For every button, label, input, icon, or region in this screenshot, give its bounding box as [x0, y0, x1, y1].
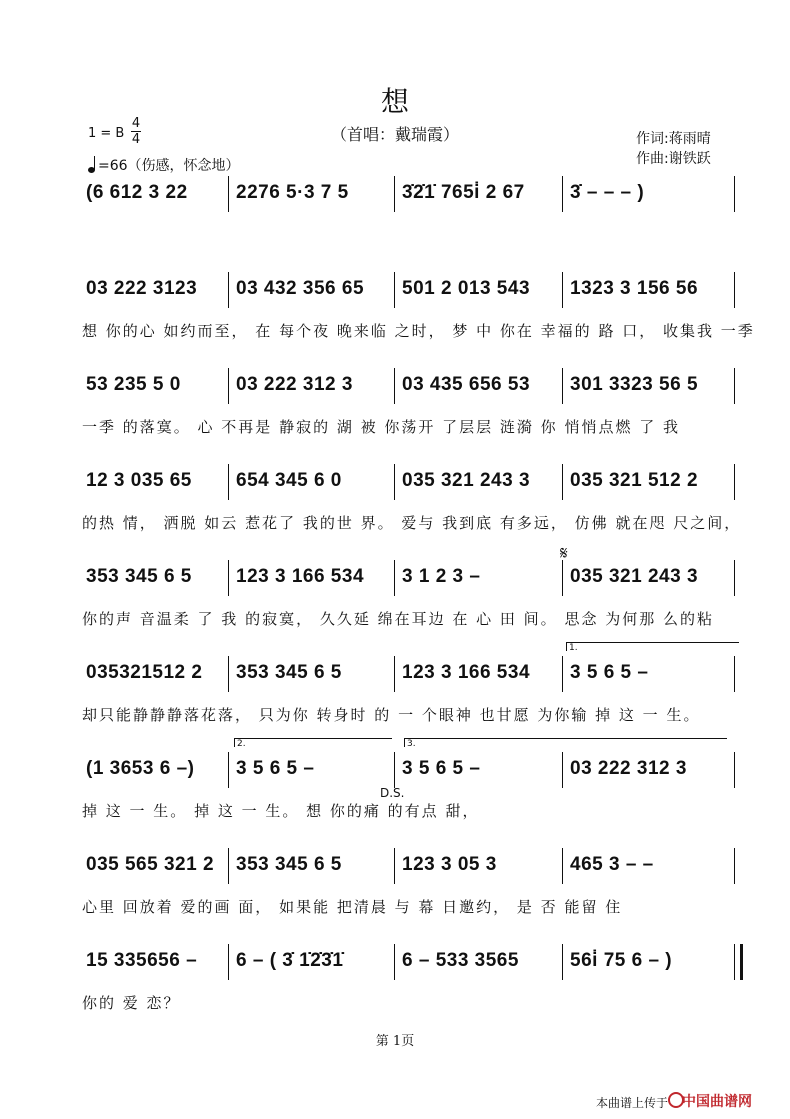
lyric-line: 想 你的心 如约而至， 在 每个夜 晚来临 之时， 梦 中 你在 幸福的 路 口， 收集我 一季: [82, 322, 755, 340]
measure: 3̇ – – – ): [570, 182, 645, 203]
bar-line: [734, 848, 735, 884]
bar-line: [394, 176, 395, 212]
tempo-text: =66（伤感，怀念地）: [98, 158, 240, 174]
measure: 035 321 243 3: [570, 566, 699, 587]
time-sig-top: 4: [131, 116, 141, 131]
key-signature: 1 = B: [88, 126, 125, 141]
bar-line: [562, 752, 563, 788]
tempo-marking: [88, 155, 240, 175]
lyric-line: 你的 爱 恋？: [82, 994, 181, 1012]
lyric-line: 一季 的落寞。 心 不再是 静寂的 湖 被 你荡开 了层层 涟漪 你 悄悄点燃 了 我: [82, 418, 680, 436]
lyric-line: 你的声 音温柔 了 我 的寂寞， 久久延 绵在耳边 在 心 田 间。 思念 为何那 么的粘: [82, 610, 714, 628]
measure: 035 321 512 2: [570, 470, 699, 491]
bar-line: [228, 656, 229, 692]
bar-line: [734, 176, 735, 212]
measure: 3̇2̇1̇ 765i̇ 2 67: [402, 182, 525, 203]
dal-segno-mark: D.S.: [380, 786, 405, 800]
measure: 501 2 013 543: [402, 278, 531, 299]
measure: 2276 5·3 7 5: [236, 182, 349, 203]
bar-line: [394, 944, 395, 980]
measure: 123 3 05 3: [402, 854, 497, 875]
volta-1: 1.: [566, 642, 739, 651]
bar-line: [562, 464, 563, 500]
measure: 035321512 2: [86, 662, 203, 683]
bar-line: [394, 656, 395, 692]
measure: 353 345 6 5: [86, 566, 192, 587]
bar-line: [228, 848, 229, 884]
bar-line: [228, 176, 229, 212]
bar-line: [228, 272, 229, 308]
measure: 3 1 2 3 –: [402, 566, 481, 587]
measure: 6 – ( 3̇ 1̇2̇3̇1̇: [236, 950, 344, 971]
measure: 03 222 3123: [86, 278, 198, 299]
bar-line: [734, 464, 735, 500]
bar-line: [228, 944, 229, 980]
bar-line: [394, 752, 395, 788]
measure: 3 5 6 5 –: [236, 758, 315, 779]
lyric-line: 心里 回放着 爱的画 面， 如果能 把清晨 与 幕 日邀约， 是 否 能留 住: [82, 898, 623, 916]
bar-line: [562, 944, 563, 980]
final-bar-line: [734, 944, 743, 980]
measure: 654 345 6 0: [236, 470, 342, 491]
segno-icon: 𝄋: [560, 543, 568, 564]
bar-line: [562, 656, 563, 692]
volta-2: 2.: [234, 738, 392, 747]
measure: 12 3 035 65: [86, 470, 192, 491]
measure: 301 3323 56 5: [570, 374, 699, 395]
bar-line: [228, 560, 229, 596]
bar-line: [228, 464, 229, 500]
site-logo-text[interactable]: 中国曲谱网: [682, 1094, 752, 1110]
measure: 15 335656 –: [86, 950, 198, 971]
bar-line: [394, 848, 395, 884]
measure: 3 5 6 5 –: [402, 758, 481, 779]
song-title: 想: [380, 85, 409, 118]
measure: 56i̇ 75 6 – ): [570, 950, 673, 971]
bar-line: [562, 176, 563, 212]
lyricist-credit: 作词:蒋雨晴: [636, 131, 711, 147]
measure: 03 432 356 65: [236, 278, 365, 299]
bar-line: [562, 272, 563, 308]
lyric-line: 却只能静静静落花落， 只为你 转身时 的 一 个眼神 也甘愿 为你输 掉 这 一 生。: [82, 706, 701, 724]
measure: 6 – 533 3565: [402, 950, 519, 971]
bar-line: [562, 848, 563, 884]
bar-line: [734, 656, 735, 692]
measure: 465 3 – –: [570, 854, 654, 875]
page-number: 第 1页: [375, 1034, 415, 1049]
bar-line: [394, 464, 395, 500]
composer-credit: 作曲:谢铁跃: [636, 151, 711, 167]
bar-line: [562, 560, 563, 596]
bar-line: [734, 272, 735, 308]
time-sig-bottom: 4: [131, 132, 141, 147]
lyric-line: 的热 情， 洒脱 如云 惹花了 我的世 界。 爱与 我到底 有多远， 仿佛 就在咫 尺之间，: [82, 514, 742, 532]
measure: 03 222 312 3: [236, 374, 353, 395]
measure: 03 222 312 3: [570, 758, 687, 779]
measure: 035 321 243 3: [402, 470, 531, 491]
time-signature: [131, 116, 141, 147]
bar-line: [562, 368, 563, 404]
bar-line: [734, 560, 735, 596]
measure: 353 345 6 5: [236, 662, 342, 683]
measure: (6 612 3 22: [86, 182, 188, 203]
measure: 53 235 5 0: [86, 374, 181, 395]
bar-line: [394, 368, 395, 404]
measure: 1323 3 156 56: [570, 278, 699, 299]
measure: 353 345 6 5: [236, 854, 342, 875]
measure: 035 565 321 2: [86, 854, 215, 875]
quarter-note-icon: [88, 167, 95, 173]
measure: 3 5 6 5 –: [570, 662, 649, 683]
lyric-line: 掉 这 一 生。 掉 这 一 生。 想 你的痛 的有点 甜，: [82, 802, 480, 820]
measure: 123 3 166 534: [402, 662, 531, 683]
singer-credit: （首唱：戴瑞霞）: [330, 125, 459, 144]
measure: (1 3653 6 –): [86, 758, 195, 779]
measure: 123 3 166 534: [236, 566, 365, 587]
upload-note: 本曲谱上传于: [596, 1096, 669, 1110]
volta-3: 3.: [404, 738, 727, 747]
bar-line: [734, 752, 735, 788]
bar-line: [228, 368, 229, 404]
measure: 03 435 656 53: [402, 374, 531, 395]
bar-line: [394, 272, 395, 308]
bar-line: [228, 752, 229, 788]
bar-line: [394, 560, 395, 596]
bar-line: [734, 368, 735, 404]
